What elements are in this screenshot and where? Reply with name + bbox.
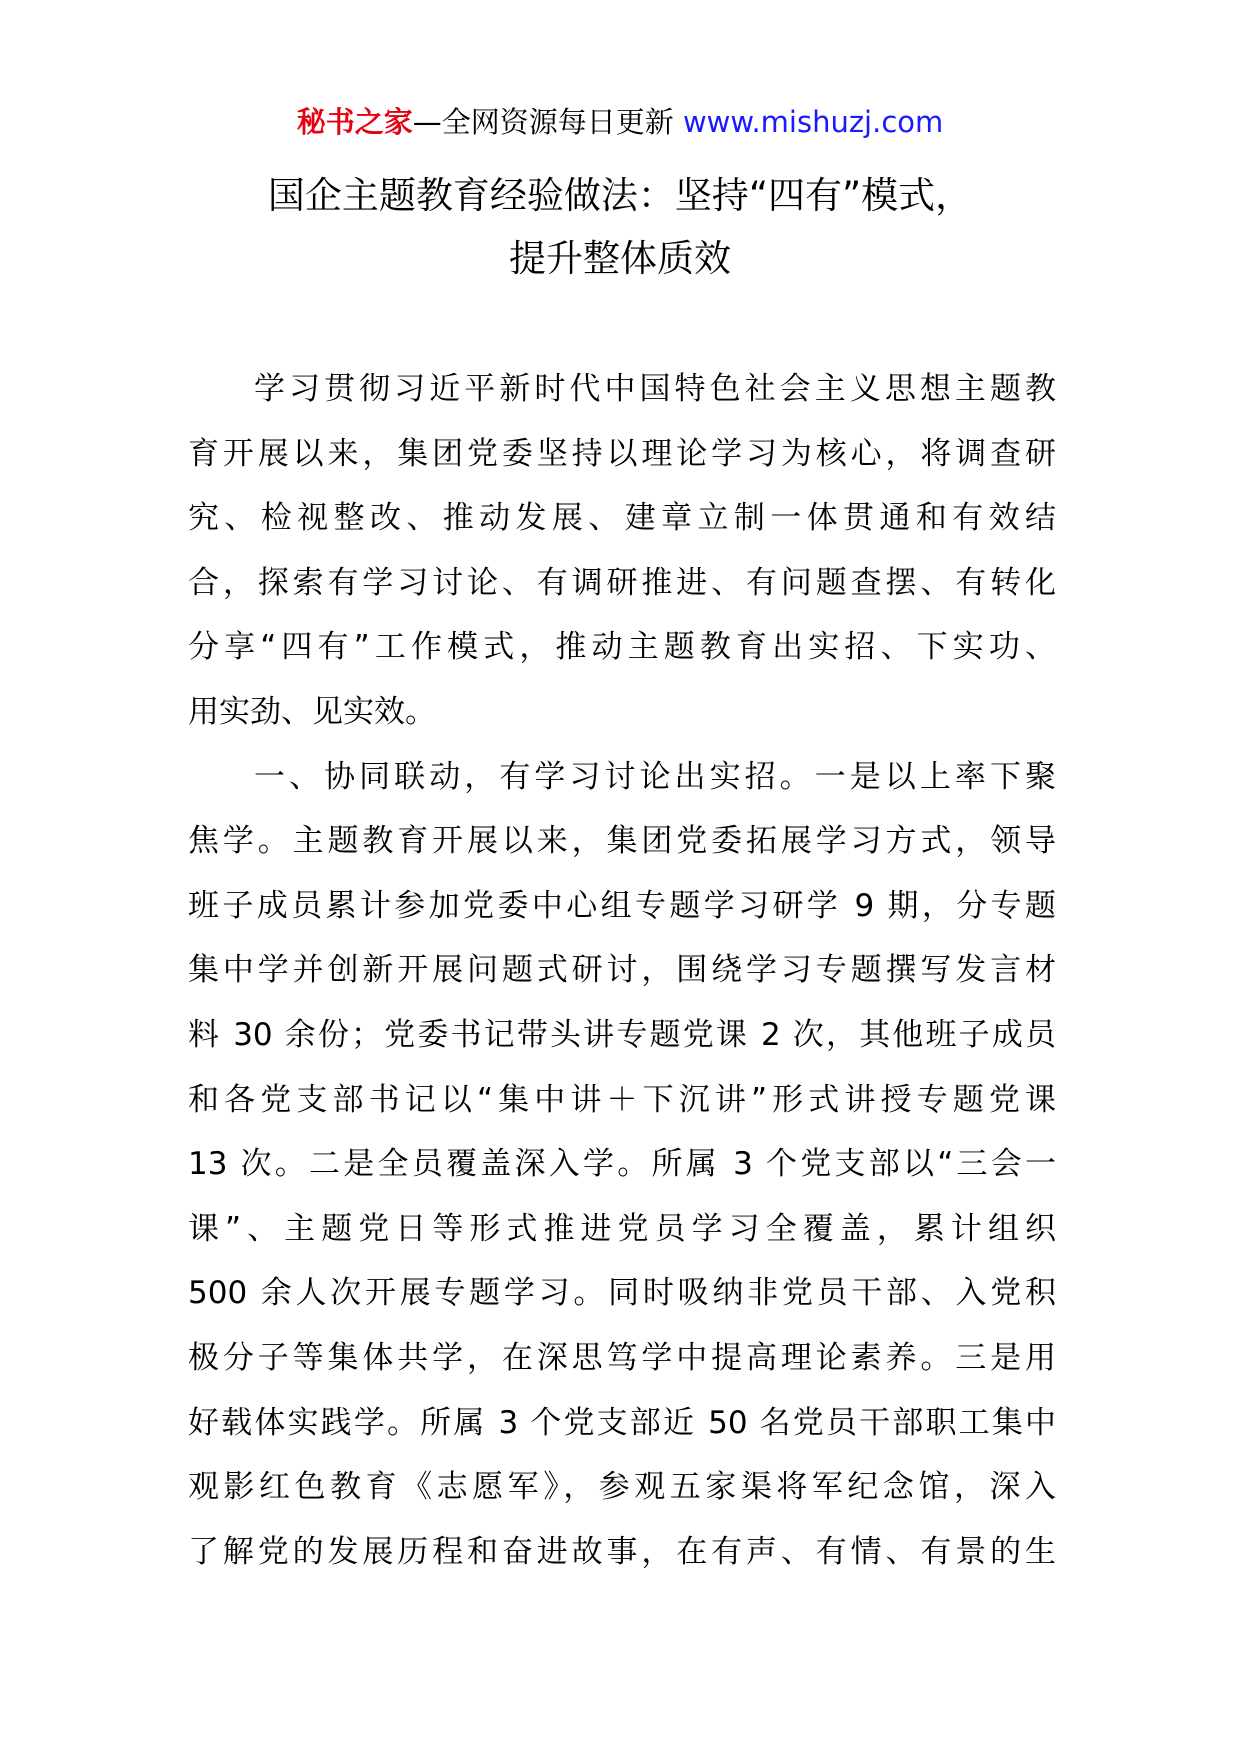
body-line: 极分子等集体共学，在深思笃学中提高理论素养。三是用 xyxy=(188,1339,1056,1376)
document-title xyxy=(120,164,1120,290)
body-line: 500 余人次开展专题学习。同时吸纳非党员干部、入党积 xyxy=(188,1275,1056,1312)
body-line: 料 30 余份；党委书记带头讲专题党课 2 次，其他班子成员 xyxy=(188,1016,1056,1053)
body-line: 了解党的发展历程和奋进故事，在有声、有情、有景的生 xyxy=(188,1533,1056,1570)
body-line: 学习贯彻习近平新时代中国特色社会主义思想主题教 xyxy=(254,371,1056,407)
body-line: 集中学并创新开展问题式研讨，围绕学习专题撰写发言材 xyxy=(188,952,1056,989)
site-header xyxy=(0,100,1240,144)
body-line: 一、协同联动，有学习讨论出实招。一是以上率下聚 xyxy=(254,758,1056,795)
body-line: 用实劲、见实效。 xyxy=(188,693,436,730)
body-line: 班子成员累计参加党委中心组专题学习研学 9 期，分专题 xyxy=(188,887,1056,924)
body-line: 13 次。二是全员覆盖深入学。所属 3 个党支部以“三会一 xyxy=(188,1146,1056,1183)
body-line: 焦学。主题教育开展以来，集团党委拓展学习方式，领导 xyxy=(188,823,1056,860)
body-line: 分享“四有”工作模式，推动主题教育出实招、下实功、 xyxy=(188,629,1056,666)
body-line: 观影红色教育《志愿军》，参观五家渠将军纪念馆，深入 xyxy=(188,1469,1056,1506)
body-line: 课”、主题党日等形式推进党员学习全覆盖，累计组织 xyxy=(188,1210,1056,1247)
brand-name: 秘书之家 xyxy=(296,105,413,139)
body-line: 育开展以来，集团党委坚持以理论学习为核心，将调查研 xyxy=(188,435,1056,472)
title-line-1: 国企主题教育经验做法：坚持“四有”模式， xyxy=(267,174,973,217)
body-line: 和各党支部书记以“集中讲＋下沉讲”形式讲授专题党课 xyxy=(188,1081,1056,1118)
body-line: 好载体实践学。所属 3 个党支部近 50 名党员干部职工集中 xyxy=(188,1404,1056,1441)
title-line-2: 提升整体质效 xyxy=(509,237,731,280)
body-line: 合，探索有学习讨论、有调研推进、有问题查摆、有转化 xyxy=(188,564,1056,601)
website-link[interactable]: www.mishuzj.com xyxy=(682,105,944,139)
header-tagline: —全网资源每日更新 xyxy=(412,105,674,139)
body-line: 究、检视整改、推动发展、建章立制一体贯通和有效结 xyxy=(188,500,1056,537)
document-body xyxy=(188,357,1056,1584)
